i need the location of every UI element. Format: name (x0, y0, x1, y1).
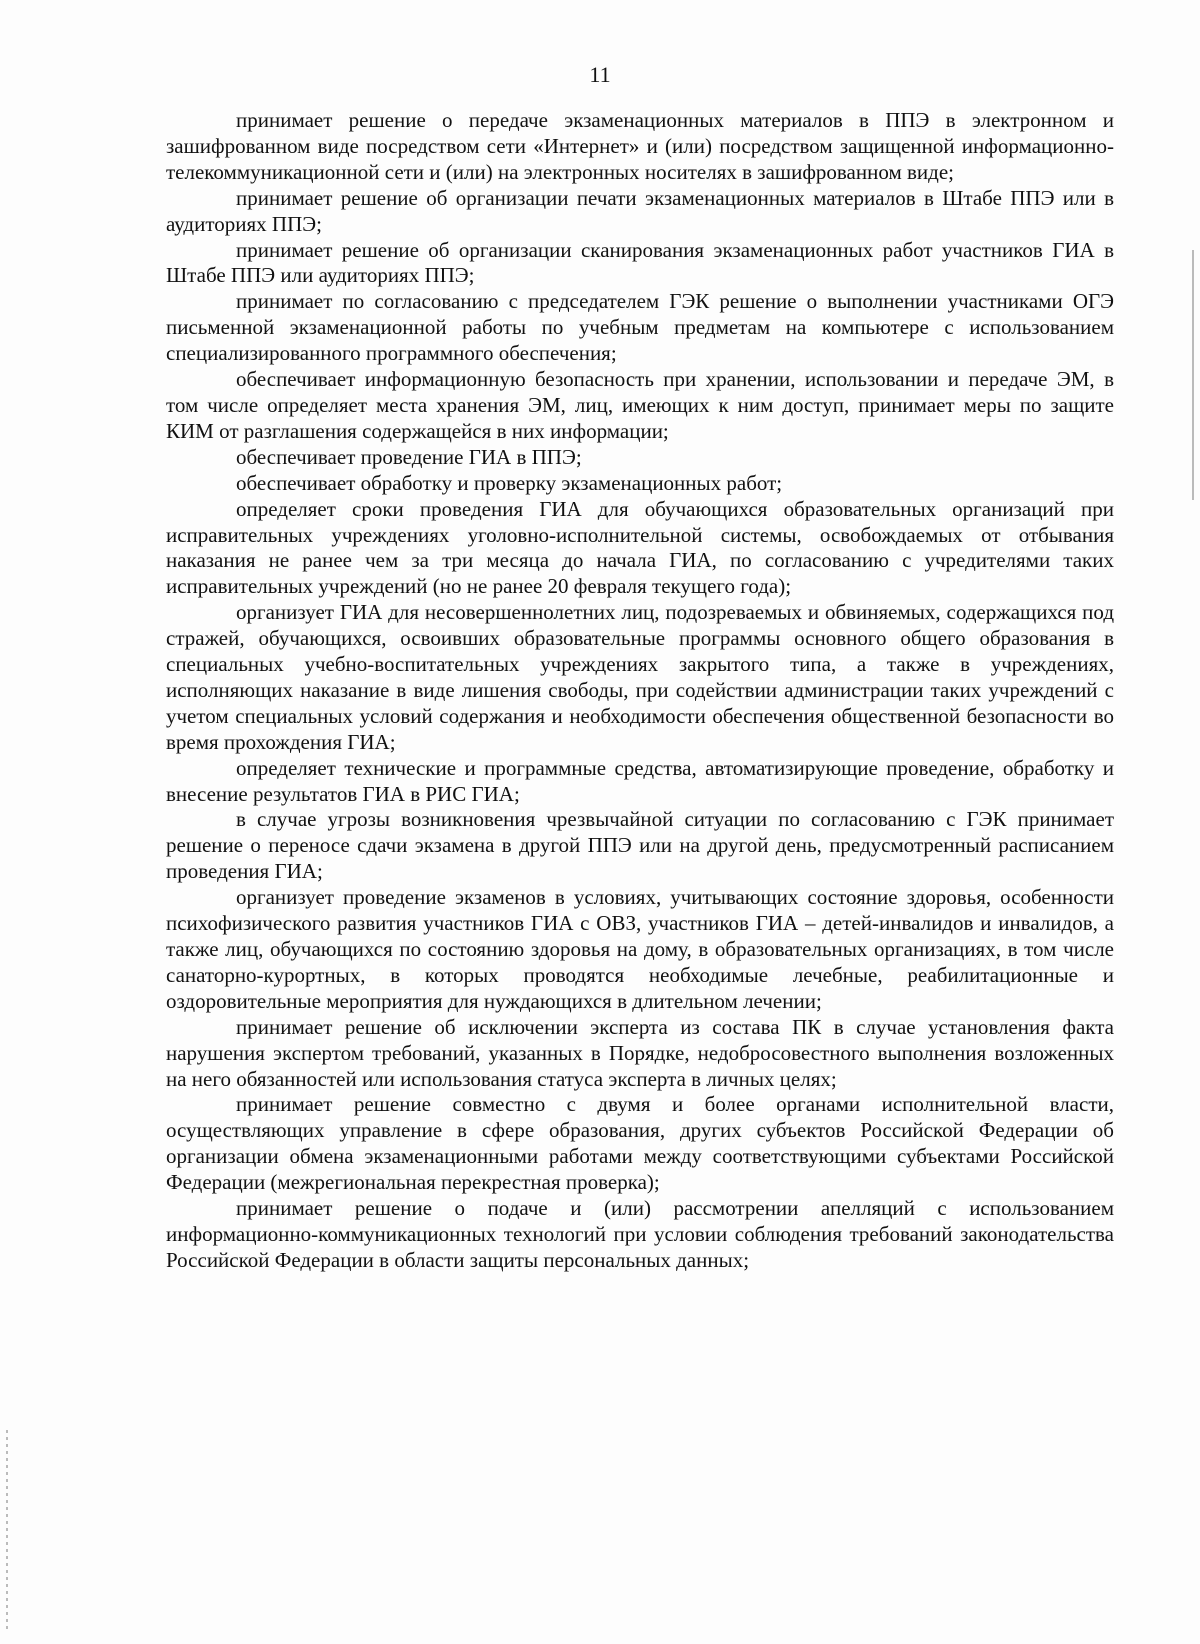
paragraph: принимает решение об исключении эксперта из состава ПК в случае установления факта нарушения экспертом требований, указанных в Порядке, недобросовестного выполнения возложенных на него обязанностей или использования статуса эксперта в личных целях; (166, 1014, 1114, 1091)
paragraph: принимает решение об организации печати экзаменационных материалов в Штабе ППЭ или в аудиториях ППЭ; (166, 185, 1114, 236)
paragraph: в случае угрозы возникновения чрезвычайной ситуации по согласованию с ГЭК принимает решение о переносе сдачи экзамена в другой ППЭ или на другой день, предусмотренный расписанием проведения ГИА; (166, 807, 1114, 884)
paragraph: организует ГИА для несовершеннолетних лиц, подозреваемых и обвиняемых, содержащихся под стражей, обучающихся, освоивших образовательные программы основного общего образования в специальных учебно-воспитательных учреждениях закрытого типа, а также в учреждениях, исполняющих наказание в виде лишения свободы, при содействии администрации таких учреждений с учетом специальных условий содержания и необходимости обеспечения общественной безопасности во время прохождения ГИА; (166, 600, 1114, 754)
paragraph: принимает решение о подаче и (или) рассмотрении апелляций с использованием информационно-коммуникационных технологий при условии соблюдения требований законодательства Российской Федерации в области защиты персональных данных; (166, 1196, 1114, 1272)
scan-edge-mark (1192, 250, 1194, 500)
paragraph: определяет сроки проведения ГИА для обучающихся образовательных организаций при исправительных учреждениях уголовно-исполнительной системы, освобождаемых от отбывания наказания не ранее чем за три месяца до начала ГИА, по согласованию с учредителями таких исправительных учреждений (но не ранее 20 февраля текущего года); (166, 496, 1114, 599)
paragraph: обеспечивает проведение ГИА в ППЭ; (236, 444, 582, 469)
paragraph: организует проведение экзаменов в условиях, учитывающих состояние здоровья, особенности психофизического развития участников ГИА с ОВЗ, участников ГИА – детей-инвалидов и инвалидов, а также лиц, обучающихся по состоянию здоровья на дому, в образовательных организациях, в том числе санаторно-курортных, в которых проводятся необходимые лечебные, реабилитационные и оздоровительные мероприятия для нуждающихся в длительном лечении; (166, 885, 1114, 1013)
page-number: 11 (589, 62, 611, 87)
paragraph: принимает решение об организации сканирования экзаменационных работ участников ГИА в Штабе ППЭ или аудиториях ППЭ; (166, 237, 1114, 288)
paragraph: принимает решение совместно с двумя и более органами исполнительной власти, осуществляющих управление в сфере образования, других субъектов Российской Федерации об организации обмена экзаменационными работами между соответствующими субъектами Российской Федерации (межрегиональная перекрестная проверка); (166, 1092, 1114, 1195)
document-body (166, 108, 1114, 1274)
scan-edge-mark (6, 1430, 8, 1630)
paragraph: принимает по согласованию с председателем ГЭК решение о выполнении участниками ОГЭ письменной экзаменационной работы по учебным предметам на компьютере с использованием специализированного программного обеспечения; (166, 289, 1114, 366)
paragraph: обеспечивает информационную безопасность при хранении, использовании и передаче ЭМ, в том числе определяет места хранения ЭМ, лиц, имеющих к ним доступ, принимает меры по защите КИМ от разглашения содержащейся в них информации; (166, 367, 1114, 443)
paragraph: принимает решение о передаче экзаменационных материалов в ППЭ в электронном и зашифрованном виде посредством сети «Интернет» и (или) посредством защищенной информационно-телекоммуникационной сети и (или) на электронных носителях в зашифрованном виде; (166, 108, 1114, 184)
paragraph: обеспечивает обработку и проверку экзаменационных работ; (236, 470, 783, 495)
paragraph: определяет технические и программные средства, автоматизирующие проведение, обработку и внесение результатов ГИА в РИС ГИА; (166, 755, 1114, 806)
